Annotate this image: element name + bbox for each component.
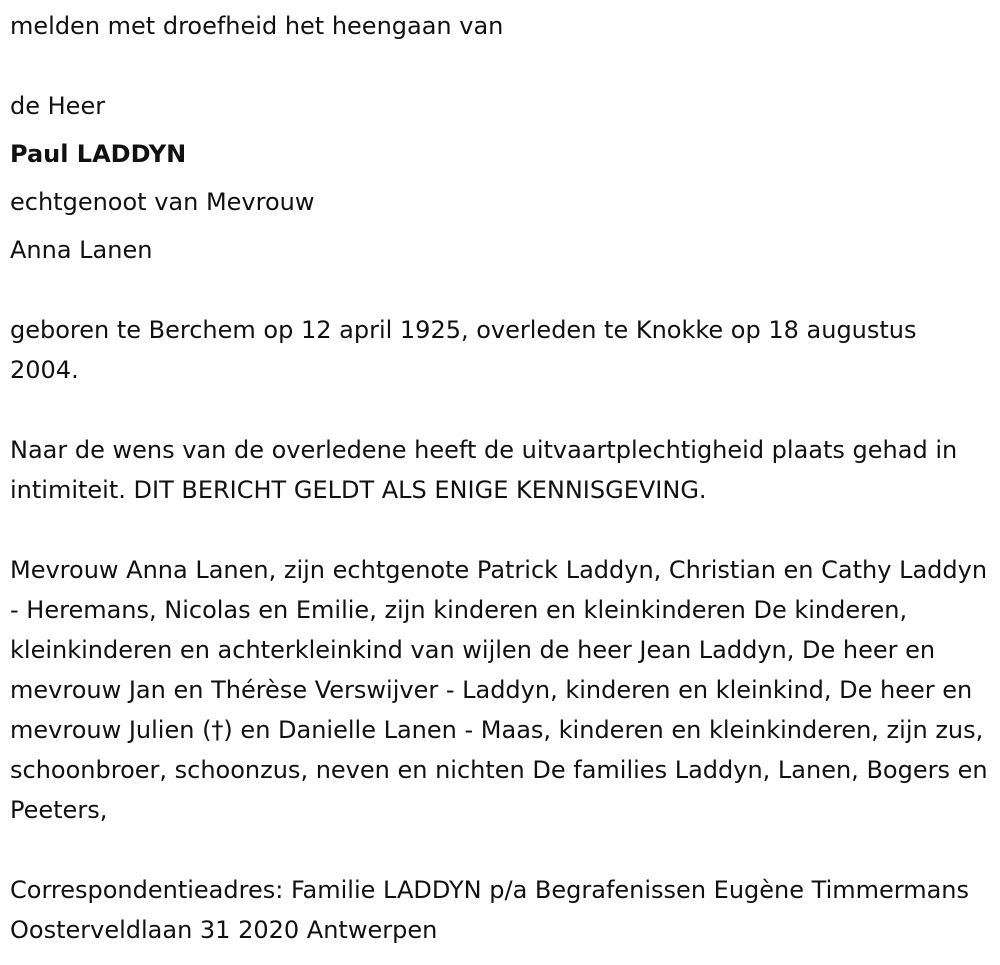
birth-death-paragraph: geboren te Berchem op 12 april 1925, overleden te Knokke op 18 augustus 2004. (10, 316, 917, 384)
intro-text: melden met droefheid het heengaan van (10, 12, 504, 40)
correspondence-paragraph: Correspondentieadres: Familie LADDYN p/a Begrafenissen Eugène Timmermans Oosterveldlaan 31 2020 Antwerpen (10, 876, 970, 944)
deceased-name: Paul LADDYN (10, 140, 187, 168)
funeral-paragraph: Naar de wens van de overledene heeft de uitvaartplechtigheid plaats gehad in intimiteit. DIT BERICHT GELDT ALS ENIGE KENNISGEVING. (10, 436, 958, 504)
title-prefix: de Heer (10, 92, 106, 120)
spouse-line: echtgenoot van Mevrouw (10, 188, 315, 216)
family-paragraph: Mevrouw Anna Lanen, zijn echtgenote Patrick Laddyn, Christian en Cathy Laddyn - Heremans, Nicolas en Emilie, zijn kinderen en kleinkinderen De kinderen, kleinkinderen en achterkleinkind van wijlen de heer Jean Laddyn, De heer en mevrouw Jan en Thérèse Verswijver - Laddyn, kinderen en kleinkind, De heer en mevrouw Julien (†) en Danielle Lanen - Maas, kinderen en kleinkinderen, zijn zus, schoonbroer, schoonzus, neven en nichten De families Laddyn, Lanen, Bogers en Peeters, (10, 556, 988, 824)
spouse-name: Anna Lanen (10, 236, 153, 264)
